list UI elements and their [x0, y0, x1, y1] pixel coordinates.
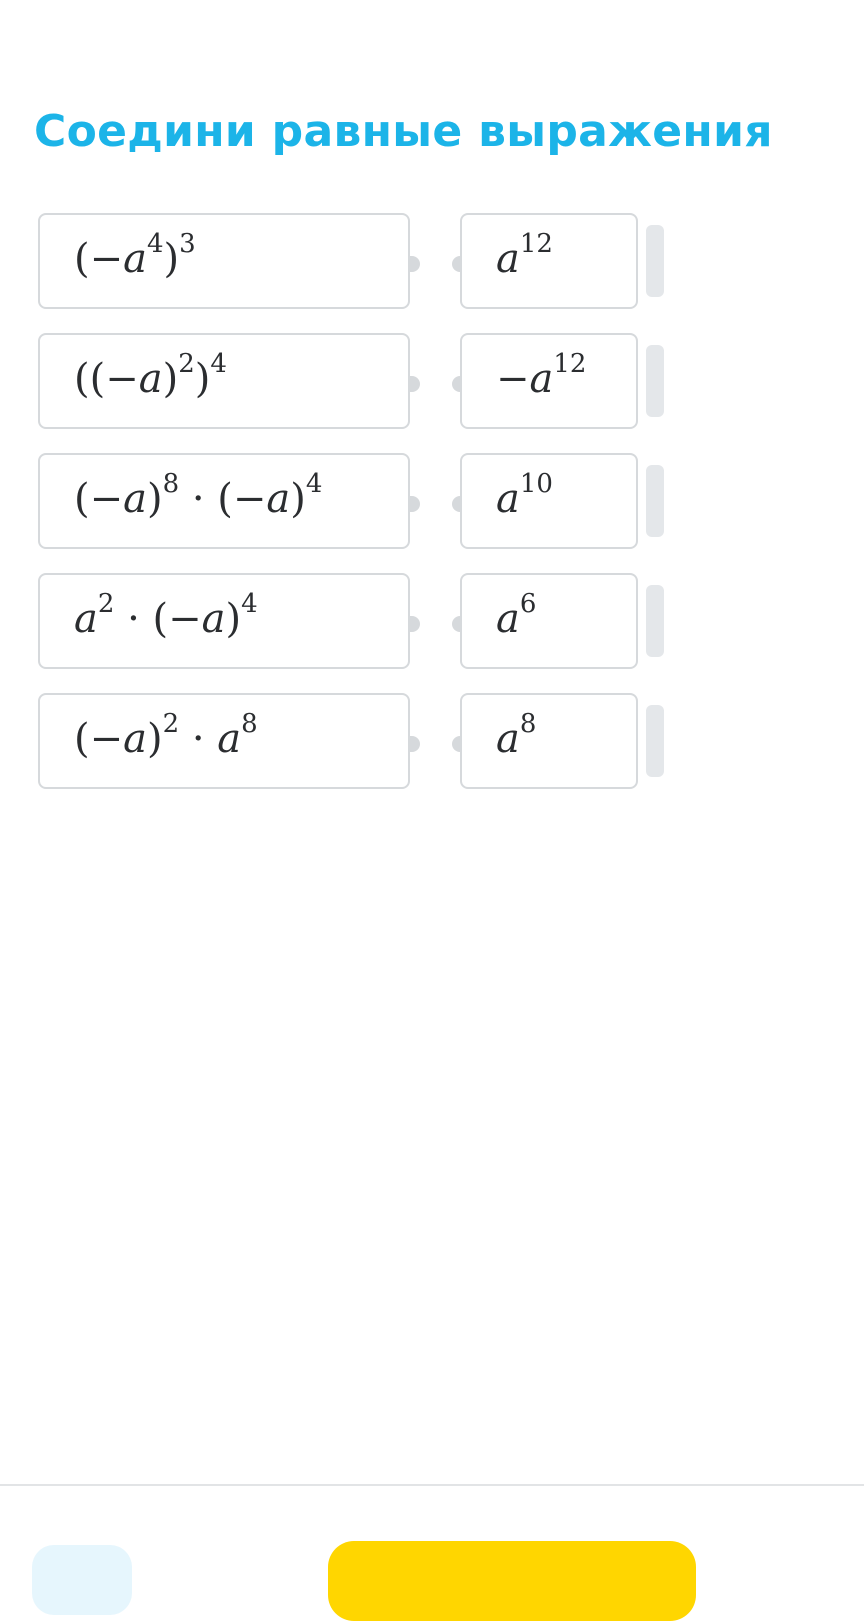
variable: a — [496, 596, 520, 642]
exponent: 12 — [519, 228, 553, 259]
drag-handle[interactable] — [646, 345, 664, 417]
math-symbol: ) — [163, 236, 180, 282]
primary-button[interactable] — [328, 1541, 696, 1621]
variable: a — [123, 476, 147, 522]
math-symbol: ( — [74, 716, 90, 762]
exponent: 2 — [178, 348, 195, 379]
right-expression-card[interactable] — [460, 333, 638, 429]
connector-out-dot — [408, 256, 420, 272]
right-expression — [496, 588, 537, 642]
exponent: 8 — [241, 708, 258, 739]
right-expression — [496, 468, 553, 522]
exponent: 4 — [305, 468, 323, 499]
left-expression-card[interactable] — [38, 693, 410, 789]
math-symbol: − — [89, 476, 124, 522]
variable: a — [123, 716, 147, 762]
secondary-button[interactable] — [32, 1545, 132, 1615]
matching-list — [38, 213, 678, 813]
math-symbol: ) — [194, 356, 211, 402]
match-row — [38, 693, 678, 789]
exponent: 2 — [97, 588, 115, 619]
right-expression-card[interactable] — [460, 693, 638, 789]
math-symbol: ( — [74, 476, 90, 522]
left-expression — [74, 228, 196, 282]
math-symbol: (( — [74, 356, 106, 402]
left-expression-card[interactable] — [38, 333, 410, 429]
variable: a — [496, 716, 520, 762]
match-row — [38, 333, 678, 429]
math-symbol: − — [232, 476, 267, 522]
right-expression — [496, 348, 587, 402]
right-expression — [496, 228, 553, 282]
drag-handle[interactable] — [646, 465, 664, 537]
math-symbol: − — [89, 716, 124, 762]
left-expression-card[interactable] — [38, 213, 410, 309]
math-symbol: ) — [146, 716, 163, 762]
variable: a — [74, 596, 98, 642]
match-row — [38, 573, 678, 669]
exponent: 12 — [553, 348, 587, 379]
math-symbol: · — [179, 716, 218, 762]
left-expression — [74, 588, 258, 642]
left-expression-card[interactable] — [38, 573, 410, 669]
exponent: 4 — [241, 588, 258, 619]
drag-handle[interactable] — [646, 705, 664, 777]
connector-out-dot — [408, 376, 420, 392]
left-expression — [74, 468, 323, 522]
page-title: Соедини равные выражения — [34, 106, 773, 157]
left-expression — [74, 708, 258, 762]
math-symbol: ) — [162, 356, 179, 402]
variable: a — [529, 356, 554, 402]
math-symbol: · ( — [114, 596, 169, 642]
math-symbol: ) — [290, 476, 306, 522]
exponent: 3 — [179, 228, 196, 259]
variable: a — [138, 356, 163, 402]
match-row — [38, 213, 678, 309]
connector-out-dot — [408, 616, 420, 632]
exponent: 10 — [519, 468, 553, 499]
left-expression — [74, 348, 227, 402]
math-symbol: · ( — [179, 476, 233, 522]
footer-divider — [0, 1484, 864, 1486]
exponent: 6 — [519, 588, 537, 619]
variable: a — [123, 236, 147, 282]
connector-out-dot — [408, 496, 420, 512]
math-symbol: ( — [74, 236, 90, 282]
connector-out-dot — [408, 736, 420, 752]
math-symbol: − — [496, 356, 530, 402]
drag-handle[interactable] — [646, 585, 664, 657]
right-expression-card[interactable] — [460, 453, 638, 549]
variable: a — [217, 716, 242, 762]
drag-handle[interactable] — [646, 225, 664, 297]
right-expression — [496, 708, 537, 762]
left-expression-card[interactable] — [38, 453, 410, 549]
exponent: 4 — [210, 348, 227, 379]
right-expression-card[interactable] — [460, 213, 638, 309]
variable: a — [496, 236, 520, 282]
math-symbol: − — [89, 236, 124, 282]
exponent: 2 — [162, 708, 180, 739]
right-expression-card[interactable] — [460, 573, 638, 669]
exponent: 8 — [162, 468, 180, 499]
exponent: 8 — [519, 708, 537, 739]
variable: a — [496, 476, 520, 522]
math-symbol: − — [105, 356, 139, 402]
variable: a — [201, 596, 226, 642]
math-symbol: ) — [146, 476, 163, 522]
variable: a — [266, 476, 291, 522]
math-symbol: ) — [225, 596, 242, 642]
exponent: 4 — [146, 228, 164, 259]
math-symbol: − — [168, 596, 202, 642]
match-row — [38, 453, 678, 549]
